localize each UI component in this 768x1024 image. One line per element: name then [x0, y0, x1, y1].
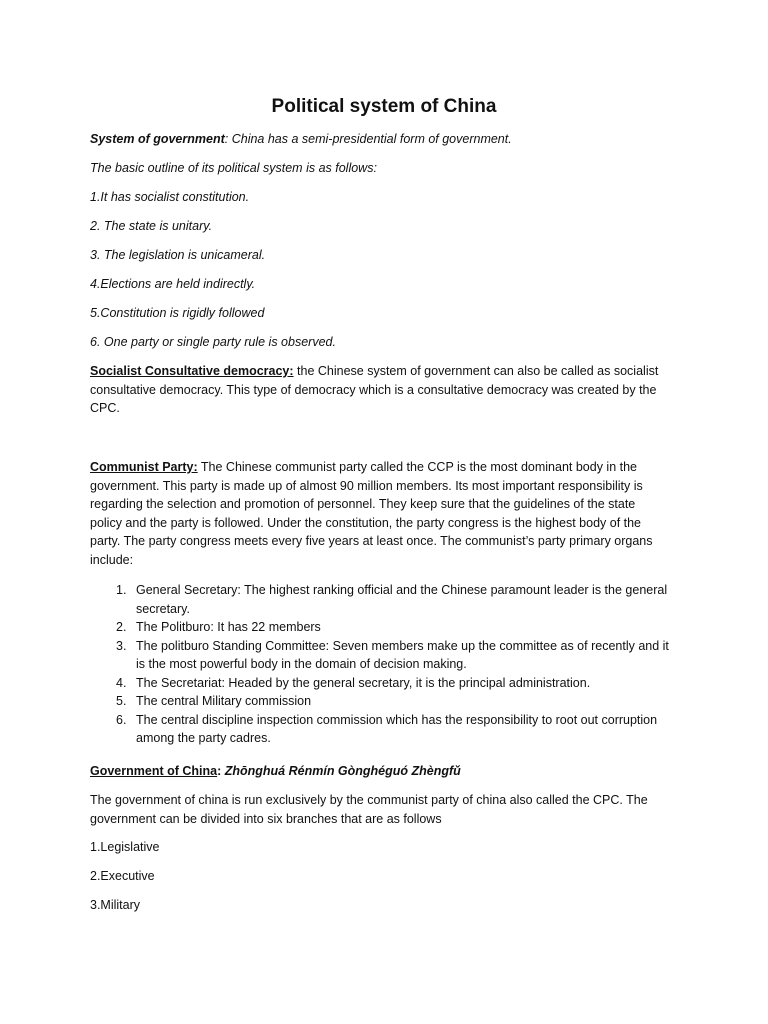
list-item: [90, 581, 680, 618]
list-item-text: The Secretariat: Headed by the general secretary, it is the principal administration.: [136, 675, 591, 690]
list-item-number: 4.: [116, 675, 127, 690]
list-item-number: 3.: [116, 638, 127, 653]
socialist-paragraph-line: CPC.: [90, 401, 120, 415]
list-item-text: secretary.: [136, 601, 190, 616]
communist-paragraph-line: regarding the selection and promotion of personnel. They keep sure that the guidelines of the state: [90, 497, 636, 511]
communist-paragraph-line: party. The party congress meets every five years at least once. The communist’s party primary organs: [90, 534, 653, 548]
list-item-number: 1.: [116, 583, 127, 597]
list-item-text: among the party cadres.: [136, 731, 271, 745]
branch-item: 1.Legislative: [90, 840, 160, 854]
government-paragraph-line: government can be divided into six branches that are as follows: [90, 811, 442, 826]
list-item-text: General Secretary: The highest ranking official and the Chinese paramount leader is the general: [136, 583, 668, 597]
outline-item: 2. The state is unitary.: [90, 219, 213, 233]
list-item: [90, 692, 680, 711]
government-heading-line: [90, 762, 680, 781]
branch-item: 2.Executive: [90, 869, 155, 883]
socialist-paragraph-line: [90, 362, 680, 381]
communist-text: The Chinese communist party called the CCP is the most dominant body in the: [197, 460, 637, 474]
communist-paragraph-line: [90, 458, 680, 477]
government-paragraph-line: The government of china is run exclusively by the communist party of china also called the CPC. The: [90, 793, 648, 807]
list-item: [90, 711, 680, 748]
branch-item: 3.Military: [90, 898, 141, 912]
list-item-number: 6.: [116, 712, 127, 727]
outline-item: 1.It has socialist constitution.: [90, 190, 250, 204]
system-of-government-text: : China has a semi-presidential form of government.: [224, 132, 512, 146]
government-heading: Government of China: [90, 764, 218, 778]
list-item-text: The Politburo: It has 22 members: [136, 620, 321, 634]
communist-paragraph-line: government. This party is made up of almost 90 million members. Its most important responsibility is: [90, 478, 643, 493]
party-organs-list: [90, 581, 680, 748]
list-item-number: 2.: [116, 620, 127, 634]
list-item: [90, 637, 680, 674]
outline-item: 6. One party or single party rule is observed.: [90, 335, 336, 349]
government-chinese-name: Zhōnghuá Rénmín Gònghéguó Zhèngfǔ: [221, 764, 461, 778]
list-item-text: is the most powerful body in the domain of decision making.: [136, 657, 467, 671]
page-title: Political system of China: [271, 96, 497, 117]
socialist-text: the Chinese system of government can also be called as socialist: [293, 364, 659, 378]
list-item-number: 5.: [116, 694, 127, 708]
list-item: [90, 618, 680, 637]
system-of-government-label: System of government: [90, 132, 225, 146]
system-of-government-line: [90, 130, 680, 149]
list-item-text: The central discipline inspection commission which has the responsibility to root out corruption: [136, 712, 658, 727]
communist-paragraph-line: policy and the party is followed. Under the constitution, the party congress is the highest body of the: [90, 515, 642, 530]
communist-heading: Communist Party:: [90, 460, 198, 474]
outline-item: 5.Constitution is rigidly followed: [90, 306, 265, 320]
list-item-text: The central Military commission: [136, 694, 312, 708]
list-item: [90, 674, 680, 693]
list-item-text: The politburo Standing Committee: Seven members make up the committee as of recently and it: [136, 638, 669, 653]
outline-item: 4.Elections are held indirectly.: [90, 277, 256, 291]
outline-intro: The basic outline of its political system is as follows:: [90, 161, 377, 175]
government-colon: :: [217, 764, 222, 778]
outline-item: 3. The legislation is unicameral.: [90, 248, 266, 262]
communist-paragraph-line: include:: [90, 552, 134, 567]
socialist-heading: Socialist Consultative democracy:: [90, 364, 294, 378]
socialist-paragraph-line: consultative democracy. This type of democracy which is a consultative democracy was created by the: [90, 382, 657, 397]
